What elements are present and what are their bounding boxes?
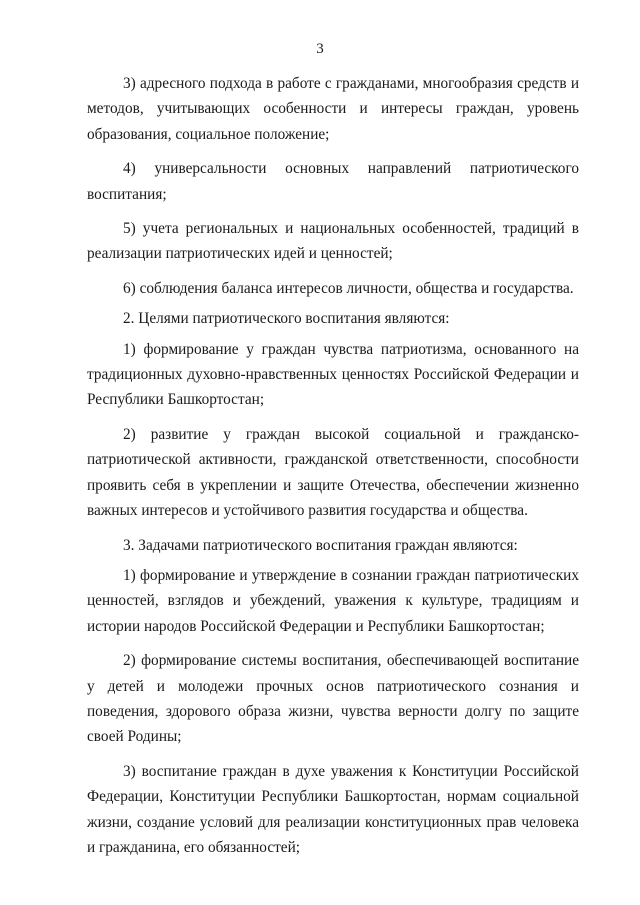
paragraph-item-3-targeted-approach: 3) адресного подхода в работе с гражданами, многообразия средств и методов, учитывающих особенности и интересы граждан, уровень образования, социальное положение; — [87, 75, 579, 143]
paragraph-section-3-tasks: 3. Задачами патриотического воспитания граждан являются: — [123, 536, 518, 554]
paragraph-item-5-regional-features: 5) учета региональных и национальных особенностей, традиций в реализации патриотических идей и ценностей; — [87, 220, 579, 263]
paragraph-task-2: 2) формирование системы воспитания, обеспечивающей воспитание у детей и молодежи прочных основ патриотического сознания и поведения, здорового образа жизни, чувства верности долгу по защите своей Родины; — [87, 652, 579, 746]
paragraph-task-3: 3) воспитание граждан в духе уважения к Конституции Российской Федерации, Конституции Республики Башкортостан, нормам социальной жизни, создание условий для реализации конституционных прав человека и гражданина, его обязанностей; — [87, 762, 579, 856]
paragraph-item-6-balance: 6) соблюдения баланса интересов личности, общества и государства. — [123, 279, 574, 297]
paragraph-goal-1: 1) формирование у граждан чувства патриотизма, основанного на традиционных духовно-нравственных ценностях Российской Федерации и Республики Башкортостан; — [87, 340, 579, 409]
document-body — [87, 70, 579, 869]
page-number: 3 — [316, 41, 324, 57]
paragraph-section-2-goals: 2. Целями патриотического воспитания являются: — [123, 310, 450, 328]
paragraph-goal-2: 2) развитие у граждан высокой социальной и гражданско-патриотической активности, гражданской ответственности, способности проявить себя в укреплении и защите Отечества, обеспечении жизненно важных интересов и устойчивого развития государства и общества. — [87, 425, 579, 520]
paragraph-task-1: 1) формирование и утверждение в сознании граждан патриотических ценностей, взглядов и убеждений, уважения к культуре, традициям и истории народов Российской Федерации и Республики Башкортостан; — [87, 566, 579, 635]
paragraph-item-4-universality: 4) универсальности основных направлений патриотического воспитания; — [87, 160, 579, 203]
